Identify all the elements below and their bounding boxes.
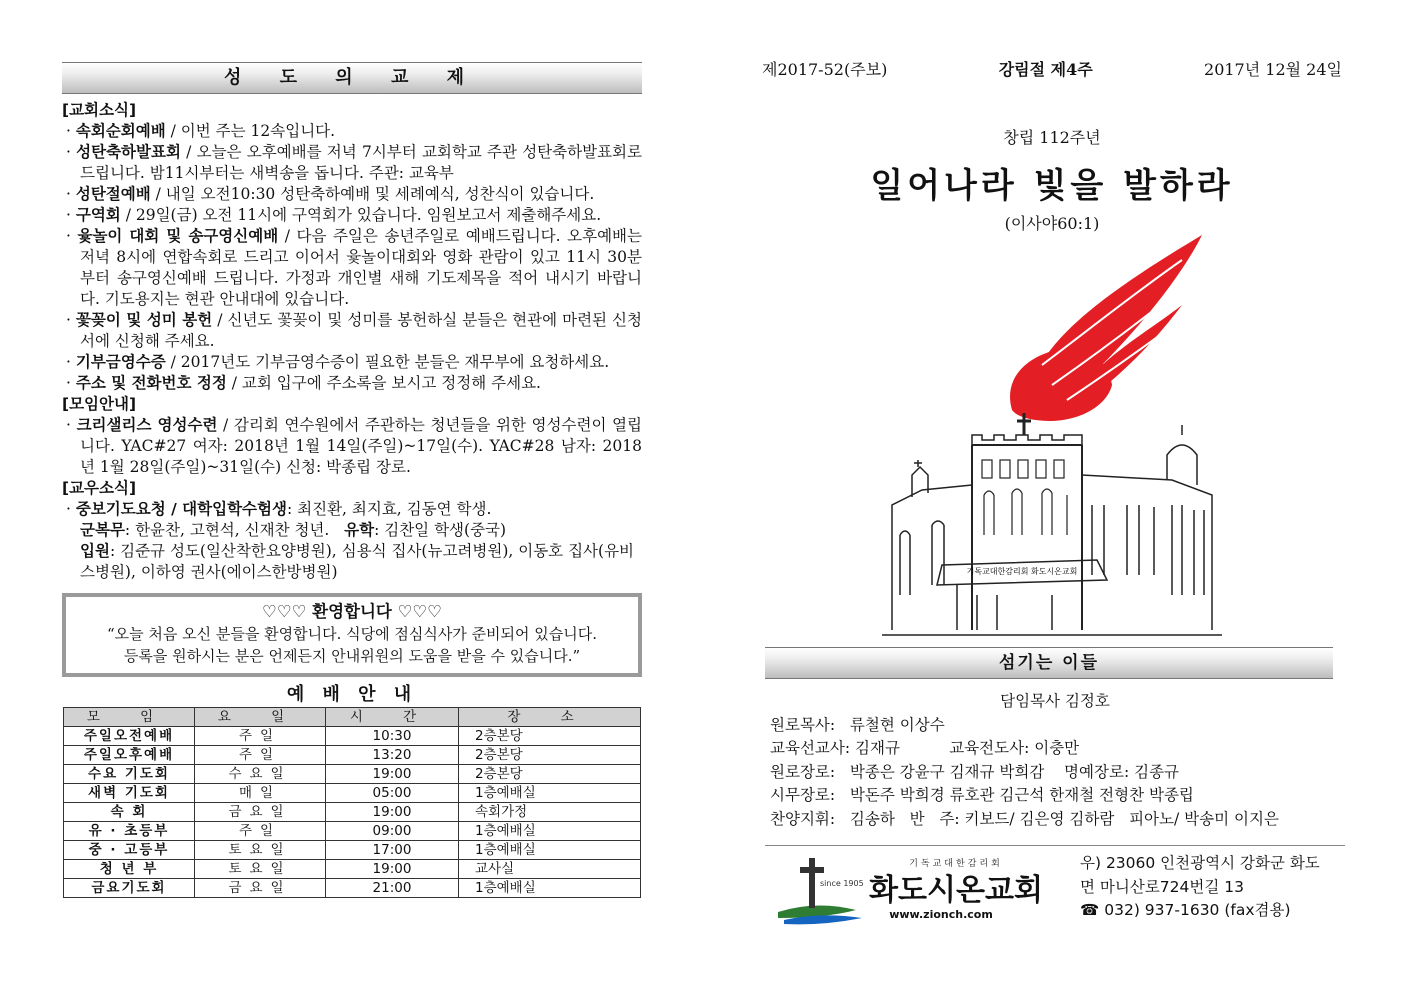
news-item: · 성탄축하발표회 / 오늘은 오후예배를 저녁 7시부터 교회학교 주관 성탄축하발표회로 드립니다. 밤11시부터는 새벽송을 돕니다. 주관: 교육부 [66,143,642,182]
study-abroad-title: 유학 [344,521,375,539]
table-row [64,860,641,879]
senior-pastor: 담임목사 김정호 [1000,692,1110,710]
service-time-cell: 10:30 [326,727,459,746]
staff-section-title: 섬기는 이들 [765,647,1333,679]
service-day-cell: 주일 [195,746,326,765]
news-item: · 기부금영수증 / 2017년도 기부금영수증이 필요한 분들은 재무부에 요청하세요. [66,353,610,371]
table-header-row [64,708,641,727]
service-table [63,707,641,898]
news-item: · 속회순회예배 / 이번 주는 12속입니다. [66,122,336,140]
service-time-cell: 09:00 [326,822,459,841]
theme-verse: (이사야60:1) [1004,214,1100,233]
member-item: · 중보기도요청 / 대학입학수험생: 최진환, 최지효, 김동연 학생. [66,500,492,518]
news-item-title: 주소 및 전화번호 정정 [75,374,227,392]
news-category: [교회소식] [62,101,137,119]
service-place-cell: 1층예배실 [459,879,641,898]
member-item [62,520,642,541]
church-sign-text: 기독교대한감리회 화도시온교회 [966,567,1078,576]
meeting-item-title: 크리샐리스 영성수련 [76,416,218,434]
news-item-title: 성탄절예배 [75,185,151,203]
service-time-cell: 13:20 [326,746,459,765]
news-item: · 성탄절예배 / 내일 오전10:30 성탄축하예배 및 세례예식, 성찬식이 있습니다. [66,185,595,203]
service-name-cell: 유 · 초등부 [64,822,195,841]
news-item-title: 속회순회예배 [75,122,166,140]
meeting-item-text: / 감리회 연수원에서 주관하는 청년들을 위한 영성수련이 열립니다. YAC#27 여자: 2018년 1월 14일(주일)~17일(수). YAC#28 남자: 2018년 1월 28일(주일)~31일(수) 신청: 박종립 장로. [80,416,642,476]
prayer-request-text: : 최진환, 최지효, 김동연 학생. [286,500,492,518]
service-name-cell: 속 회 [64,803,195,822]
anniversary: 창립 112주년 [1003,128,1101,147]
news-item-text: / 교회 입구에 주소록을 보시고 정정해 주세요. [226,374,541,392]
service-day-cell: 매일 [195,784,326,803]
welcome-title: ♡♡♡ 환영합니다 ♡♡♡ [262,602,442,621]
meeting-item: · 크리샐리스 영성수련 / 감리회 연수원에서 주관하는 청년들을 위한 영성수련이 열립니다. YAC#27 여자: 2018년 1월 14일(주일)~17일(수). YAC#28 남자: 2018년 1월 28일(주일)~31일(수) 신청: 박종립 장로. [66,416,642,476]
staff-line: 찬양지휘: 김송하 반 주: 키보드/ 김은영 김하람 피아노/ 박송미 이지은 [770,809,1279,828]
service-day-cell: 주일 [195,727,326,746]
address-line: 면 마니산로724번길 13 [1080,877,1244,896]
church-illustration [882,235,1222,640]
news-item-text: / 29일(금) 오전 11시에 구역회가 있습니다. 임원보고서 제출해주세요. [120,206,602,224]
service-day-cell: 토요일 [195,860,326,879]
theme-title: 일어나라 빛을 발하라 [870,166,1234,206]
header-cell: 시 간 [326,708,459,727]
staff-line: 교육선교사: 김재규 교육전도사: 이충만 [770,739,1080,757]
news-item-text: / 다음 주일은 송년주일로 예배드립니다. 오후예배는 저녁 8시에 연합속회로 드리고 이어서 윷놀이대회와 영화 관람이 있고 11시 30분부터 송구영신예배 드립니다. 가정과 개인별 새해 기도제목을 적어 내시기 바랍니다. 기도용지는 현관 안내대에 있습니다. [80,227,642,308]
table-row [64,727,641,746]
military-text: : 한윤찬, 고현석, 신재찬 청년. [124,521,330,539]
table-row [64,784,641,803]
news-item-text: / 내일 오전10:30 성탄축하예배 및 세례예식, 성찬식이 있습니다. [150,185,595,203]
header-cell: 모 임 [64,708,195,727]
service-name-cell: 청 년 부 [64,860,195,879]
service-place-cell: 속회가정 [459,803,641,822]
news-item-text: / 오늘은 오후예배를 저녁 7시부터 교회학교 주관 성탄축하발표회로 드립니다. 밤11시부터는 새벽송을 돕니다. 주관: 교육부 [80,143,642,182]
service-time-cell: 19:00 [326,803,459,822]
service-name-cell: 주일오전예배 [64,727,195,746]
service-place-cell: 교사실 [459,860,641,879]
service-name-cell: 중 · 고등부 [64,841,195,860]
phone-number: ☎ 032) 937-1630 (fax겸용) [1080,901,1291,919]
news-item-title: 기부금영수증 [75,353,166,371]
logo-since: since 1905 [820,879,864,888]
issue-number: 제2017-52(주보) [762,60,888,79]
address-line: 우) 23060 인천광역시 강화군 화도 [1080,854,1320,872]
church-logo [776,852,1066,930]
welcome-box [62,593,642,677]
hospital-text: : 김준규 성도(일산착한요양병원), 심용식 집사(뉴고려병원), 이동호 집사(유비스병원), 이하영 권사(에이스한방병원) [80,542,635,581]
service-day-cell: 주일 [195,822,326,841]
member-item [62,541,642,583]
welcome-line-2: 등록을 원하시는 분은 언제든지 안내위원의 도움을 받을 수 있습니다.” [123,647,581,665]
bulletin-header [762,55,1342,85]
liturgical-season: 강림절 제4주 [998,60,1093,79]
news-item: · 주소 및 전화번호 정정 / 교회 입구에 주소록을 보시고 정정해 주세요. [66,374,541,392]
church-address [1080,852,1320,923]
service-place-cell: 1층예배실 [459,841,641,860]
member-category: [교우소식] [62,479,137,497]
service-place-cell: 2층본당 [459,727,641,746]
divider [765,845,1345,846]
news-item-title: 구역회 [75,206,121,224]
hospital-title: 입원 [80,542,110,560]
service-day-cell: 토요일 [195,841,326,860]
service-time-cell: 19:00 [326,860,459,879]
table-row [64,841,641,860]
service-day-cell: 수요일 [195,765,326,784]
service-time-cell: 05:00 [326,784,459,803]
news-section [62,100,642,583]
welcome-line-1: “오늘 처음 오신 분들을 환영합니다. 식당에 점심식사가 준비되어 있습니다. [106,625,598,643]
table-row [64,765,641,784]
service-time-cell: 19:00 [326,765,459,784]
staff-line: 원로장로: 박종은 강윤구 김재규 박희감 명예장로: 김종규 [770,762,1180,781]
table-row [64,746,641,765]
service-time-cell: 17:00 [326,841,459,860]
service-place-cell: 2층본당 [459,765,641,784]
service-place-cell: 2층본당 [459,746,641,765]
news-item: · 윷놀이 대회 및 송구영신예배 / 다음 주일은 송년주일로 예배드립니다. 오후예배는 저녁 8시에 연합속회로 드리고 이어서 윷놀이대회와 영화 관람이 있고 11시 30분부터 송구영신예배 드립니다. 가정과 개인별 새해 기도제목을 적어 내시기 바랍니다. 기도용지는 현관 안내대에 있습니다. [66,227,642,308]
table-row [64,822,641,841]
news-item-title: 꽃꽂이 및 성미 봉헌 [75,311,213,329]
table-row [64,803,641,822]
right-page [762,55,1342,576]
header-cell: 장 소 [459,708,641,727]
news-item: · 구역회 / 29일(금) 오전 11시에 구역회가 있습니다. 임원보고서 제출해주세요. [66,206,602,224]
logo-church-name: 화도시온교회 [869,873,1043,908]
news-item-text: / 이번 주는 12속입니다. [165,122,336,140]
service-guide-title: 예 배 안 내 [286,684,418,705]
logo-denomination: 기독교대한감리회 [909,859,1003,869]
news-item-text: / 신년도 꽃꽂이 및 성미를 봉헌하실 분들은 현관에 마련된 신청서에 신청해 주세요. [80,311,642,350]
service-name-cell: 새벽 기도회 [64,784,195,803]
header-cell: 요 일 [195,708,326,727]
logo-website: www.zionch.com [889,908,993,921]
news-item-text: / 2017년도 기부금영수증이 필요한 분들은 재무부에 요청하세요. [165,353,610,371]
service-time-cell: 21:00 [326,879,459,898]
service-name-cell: 금요기도회 [64,879,195,898]
service-place-cell: 1층예배실 [459,822,641,841]
service-name-cell: 주일오후예배 [64,746,195,765]
bulletin-date: 2017년 12월 24일 [1204,60,1342,79]
military-title: 군복무 [80,521,125,539]
staff-line: 원로목사: 류철현 이상수 [770,715,945,734]
table-row [64,879,641,898]
study-abroad-text: : 김찬일 학생(중국) [374,521,507,539]
staff-line: 시무장로: 박돈주 박희경 류호관 김근석 한재철 전형찬 박종립 [770,786,1194,804]
service-day-cell: 금요일 [195,803,326,822]
news-item: · 꽃꽂이 및 성미 봉헌 / 신년도 꽃꽂이 및 성미를 봉헌하실 분들은 현관에 마련된 신청서에 신청해 주세요. [66,311,642,350]
meeting-category: [모임안내] [62,395,137,413]
service-place-cell: 1층예배실 [459,784,641,803]
service-day-cell: 금요일 [195,879,326,898]
prayer-request-title: 중보기도요청 / 대학입학수험생 [75,500,287,518]
news-item-title: 성탄축하발표회 [76,143,181,161]
left-page [62,62,642,898]
staff-list [770,690,1340,831]
service-name-cell: 수요 기도회 [64,765,195,784]
news-item-title: 윷놀이 대회 및 송구영신예배 [77,227,279,245]
fellowship-section-title: 성 도 의 교 제 [62,62,642,94]
